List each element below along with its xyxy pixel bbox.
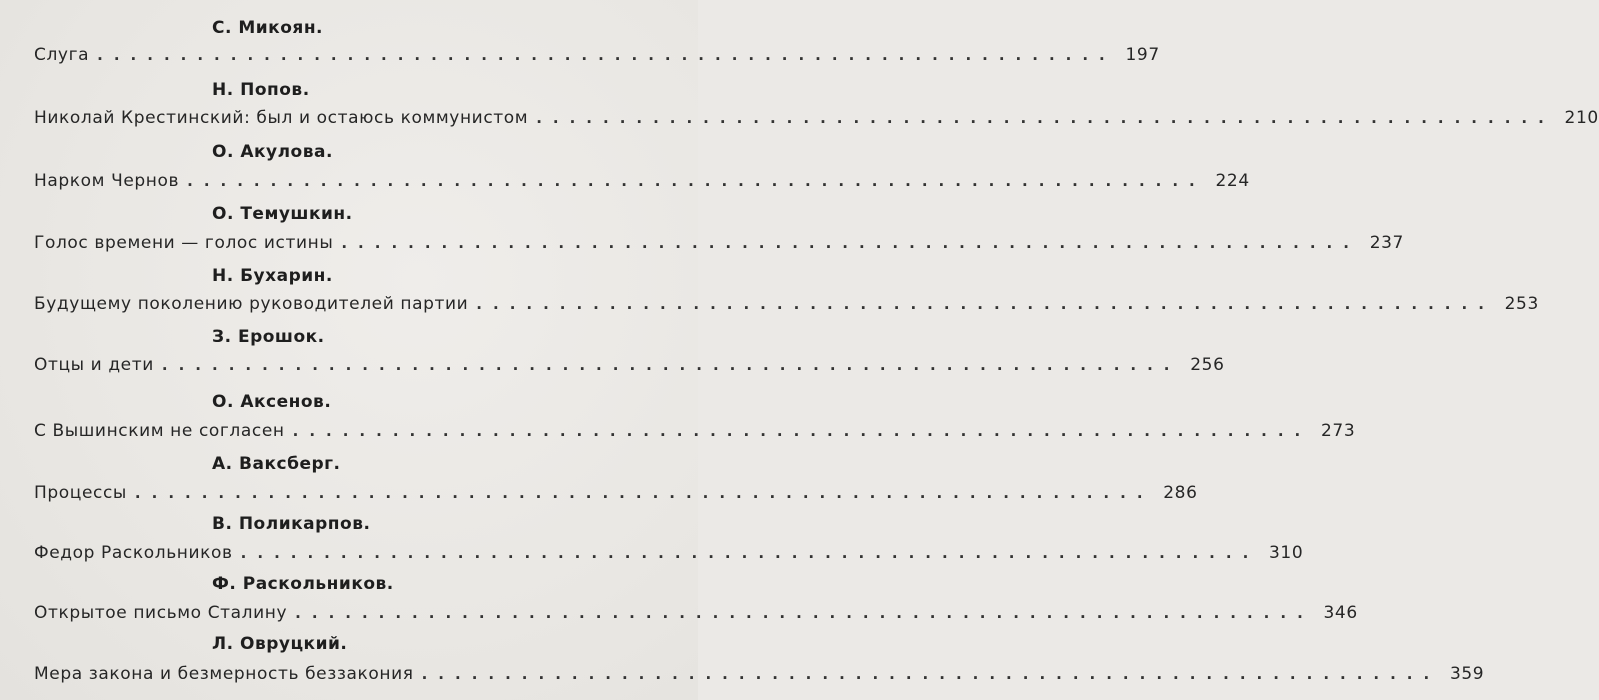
- toc-page-number: 197: [1125, 45, 1160, 65]
- toc-title: Процессы: [34, 483, 127, 503]
- dot-leader: .............................................................: [476, 295, 1495, 313]
- toc-line: [34, 543, 1304, 563]
- dot-leader: .............................................................: [341, 234, 1360, 252]
- dot-leader: .............................................................: [295, 604, 1314, 622]
- dot-leader: .............................................................: [421, 665, 1441, 683]
- toc-line: [34, 171, 1250, 191]
- dot-leader: .............................................................: [134, 484, 1154, 502]
- toc-title: Нарком Чернов: [34, 171, 180, 191]
- toc-page-number: 256: [1190, 355, 1225, 375]
- toc-page-number: 273: [1320, 421, 1356, 441]
- toc-line: [34, 483, 1198, 503]
- toc-author: Ф. Раскольников.: [212, 574, 394, 594]
- toc-title: Слуга: [34, 45, 90, 65]
- dot-leader: .............................................................: [292, 422, 1312, 440]
- toc-line: [34, 233, 1404, 253]
- toc-author: О. Аксенов.: [212, 392, 332, 412]
- toc-page-number: 224: [1215, 171, 1250, 191]
- toc-author: О. Акулова.: [212, 142, 333, 162]
- toc-author: Н. Бухарин.: [212, 266, 333, 286]
- toc-title: Будущему поколению руководителей партии: [34, 294, 469, 314]
- toc-title: С Вышинским не согласен: [34, 421, 285, 441]
- toc-title: Федор Раскольников: [34, 543, 233, 563]
- toc-page-number: 237: [1369, 233, 1404, 253]
- toc-author: Л. Овруцкий.: [212, 634, 348, 654]
- dot-leader: .............................................................: [161, 356, 1181, 374]
- toc-title: Голос времени — голос истины: [34, 233, 334, 253]
- toc-author: А. Ваксберг.: [212, 454, 341, 474]
- toc-page-number: 286: [1163, 483, 1198, 503]
- dot-leader: .............................................................: [97, 46, 1116, 64]
- toc-title: Мера закона и безмерность беззакония: [34, 664, 414, 684]
- toc-page-number: 346: [1323, 603, 1358, 623]
- toc-page-number: 253: [1504, 294, 1539, 314]
- toc-author: О. Темушкин.: [212, 204, 353, 224]
- toc-page-number: 310: [1269, 543, 1304, 563]
- toc-author: Н. Попов.: [212, 80, 310, 100]
- toc-title: Николай Крестинский: был и остаюсь коммунистом: [34, 108, 529, 128]
- toc-line: [34, 421, 1356, 441]
- toc-title: Открытое письмо Сталину: [34, 603, 288, 623]
- dot-leader: .............................................................: [187, 172, 1206, 190]
- toc-page-number: 359: [1449, 664, 1485, 684]
- toc-page-number: 210: [1564, 108, 1599, 128]
- toc-author: З. Ерошок.: [212, 327, 325, 347]
- toc-line: [34, 108, 1599, 128]
- toc-line: [34, 294, 1539, 314]
- toc-line: [34, 355, 1225, 375]
- toc-author: С. Микоян.: [212, 18, 324, 38]
- toc-line: [34, 603, 1358, 623]
- dot-leader: .............................................................: [536, 109, 1555, 127]
- toc-line: [34, 664, 1485, 684]
- toc-title: Отцы и дети: [34, 355, 154, 375]
- toc-line: [34, 45, 1160, 65]
- dot-leader: .............................................................: [240, 544, 1260, 562]
- toc-author: В. Поликарпов.: [212, 514, 371, 534]
